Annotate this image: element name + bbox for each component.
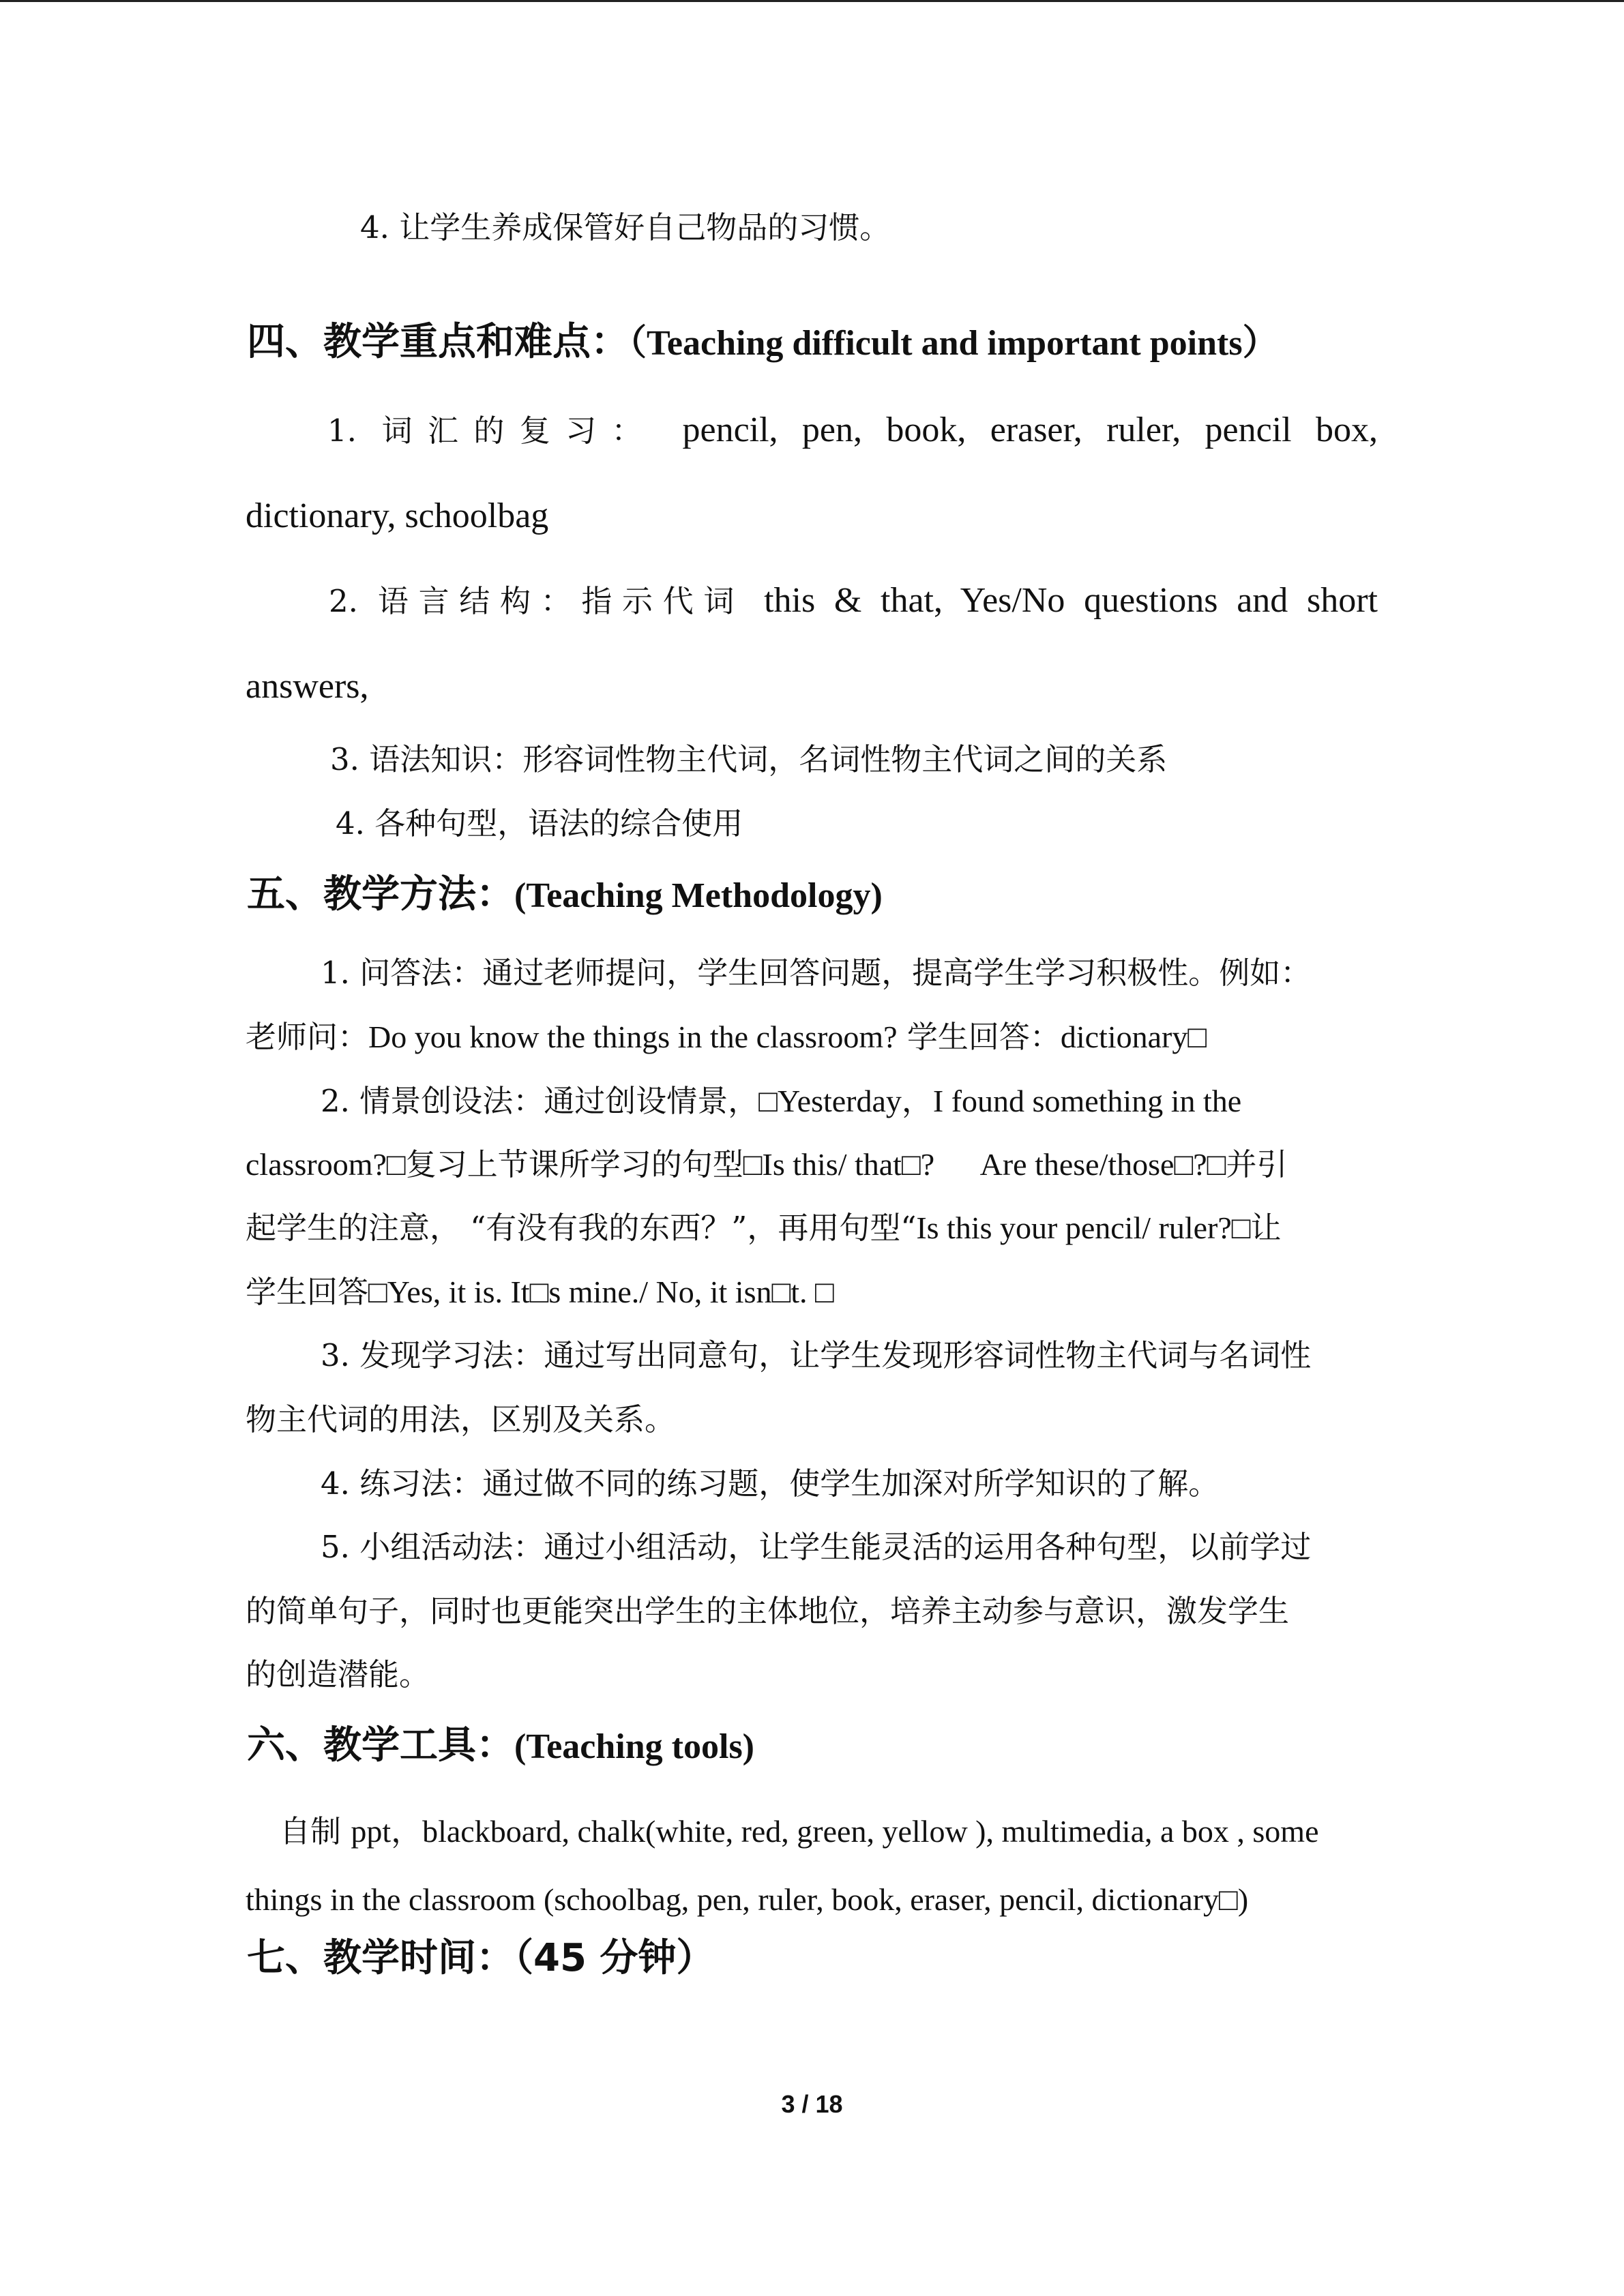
key-point-2 xyxy=(329,580,1378,622)
key-point-1-label: 1. 词汇的复习： xyxy=(327,413,658,449)
heading-cn: 四、教学重点和难点： xyxy=(247,320,629,364)
teacher-label: 老师问： xyxy=(246,1019,369,1055)
key-point-1-words: pencil, pen, book, eraser, ruler, pencil box, xyxy=(682,411,1378,449)
method-2 xyxy=(321,1081,1241,1122)
tools-line-1 xyxy=(280,1811,1319,1852)
key-point-2-cont: answers, xyxy=(246,667,369,706)
page-number: 3 / 18 xyxy=(781,2090,843,2118)
student-label: 学生回答： xyxy=(897,1019,1061,1055)
teacher-question: Do you know the things in the classroom? xyxy=(368,1019,898,1054)
method-2-cont-1 xyxy=(246,1144,1287,1185)
text-en: Is this your pencil/ ruler?□ xyxy=(916,1210,1251,1245)
key-point-1-cont: dictionary, schoolbag xyxy=(246,496,549,535)
text-en: classroom?□ xyxy=(246,1147,406,1182)
text-en: □Yes, it is. It□s mine./ No, it isn□t. □ xyxy=(368,1274,834,1309)
method-2-label: 2. 情景创设法：通过创设情景， xyxy=(321,1083,759,1119)
text-cn: 自制 xyxy=(280,1813,351,1849)
method-3: 3. 发现学习法：通过写出同意句，让学生发现形容词性物主代词与名词性 xyxy=(321,1337,1312,1373)
key-point-1 xyxy=(327,410,1378,451)
method-2-cont-2 xyxy=(246,1208,1282,1249)
section-heading-key-points xyxy=(247,318,1278,368)
text-cn: 学生回答 xyxy=(246,1274,369,1310)
method-5-cont-1: 的简单句子，同时也更能突出学生的主体地位，培养主动参与意识，激发学生 xyxy=(246,1593,1290,1629)
method-5: 5. 小组活动法：通过小组活动，让学生能灵活的运用各种句型，以前学过 xyxy=(321,1529,1312,1565)
key-point-2-text: this & that, Yes/No questions and short xyxy=(764,581,1378,620)
method-3-cont: 物主代词的用法，区别及关系。 xyxy=(246,1401,676,1437)
text-cn: 起学生的注意， “有没有我的东西？”，再用句型“ xyxy=(246,1210,917,1246)
heading-cn: 五、教学方法： xyxy=(247,872,514,916)
text-cn: 并引 xyxy=(1226,1146,1288,1182)
top-border xyxy=(0,0,1624,2)
tools-line-2: things in the classroom (schoolbag, pen, ruler, book, eraser, pencil, dictionary□) xyxy=(246,1882,1249,1917)
section-heading-tools xyxy=(247,1721,754,1772)
text-en: ppt，blackboard, chalk(white, red, green, yellow ), multimedia, a box , some xyxy=(351,1814,1319,1849)
text-en: □Is this/ that□? Are these/those□?□ xyxy=(743,1147,1226,1182)
heading-en: （Teaching difficult and important points） xyxy=(629,324,1278,363)
heading-en: (Teaching tools) xyxy=(514,1727,754,1766)
key-point-3: 3. 语法知识：形容词性物主代词，名词性物主代词之间的关系 xyxy=(330,741,1168,777)
heading-duration: （45 分钟） xyxy=(514,1936,715,1980)
method-1-cont xyxy=(246,1017,1207,1058)
section-heading-time xyxy=(247,1934,714,1983)
key-point-4: 4. 各种句型，语法的综合使用 xyxy=(336,805,743,841)
heading-cn: 六、教学工具： xyxy=(247,1723,514,1768)
method-1: 1. 问答法：通过老师提问，学生回答问题，提高学生学习积极性。例如： xyxy=(321,955,1312,991)
method-5-cont-2: 的创造潜能。 xyxy=(246,1656,430,1693)
method-4: 4. 练习法：通过做不同的练习题，使学生加深对所学知识的了解。 xyxy=(321,1465,1220,1502)
method-2-quote: □Yesterday，I found something in the xyxy=(758,1084,1242,1118)
text-cn: 复习上节课所学习的句型 xyxy=(405,1146,743,1182)
heading-cn: 七、教学时间： xyxy=(247,1936,514,1980)
heading-en: (Teaching Methodology) xyxy=(514,876,883,915)
objective-item-4: 4. 让学生养成保管好自己物品的习惯。 xyxy=(360,209,891,245)
method-2-cont-3 xyxy=(246,1272,834,1313)
section-heading-methodology xyxy=(247,870,883,921)
text-cn: 让 xyxy=(1250,1210,1282,1246)
student-answer: dictionary□ xyxy=(1060,1019,1207,1054)
key-point-2-label: 2. 语言结构：指示代词 xyxy=(329,583,745,619)
